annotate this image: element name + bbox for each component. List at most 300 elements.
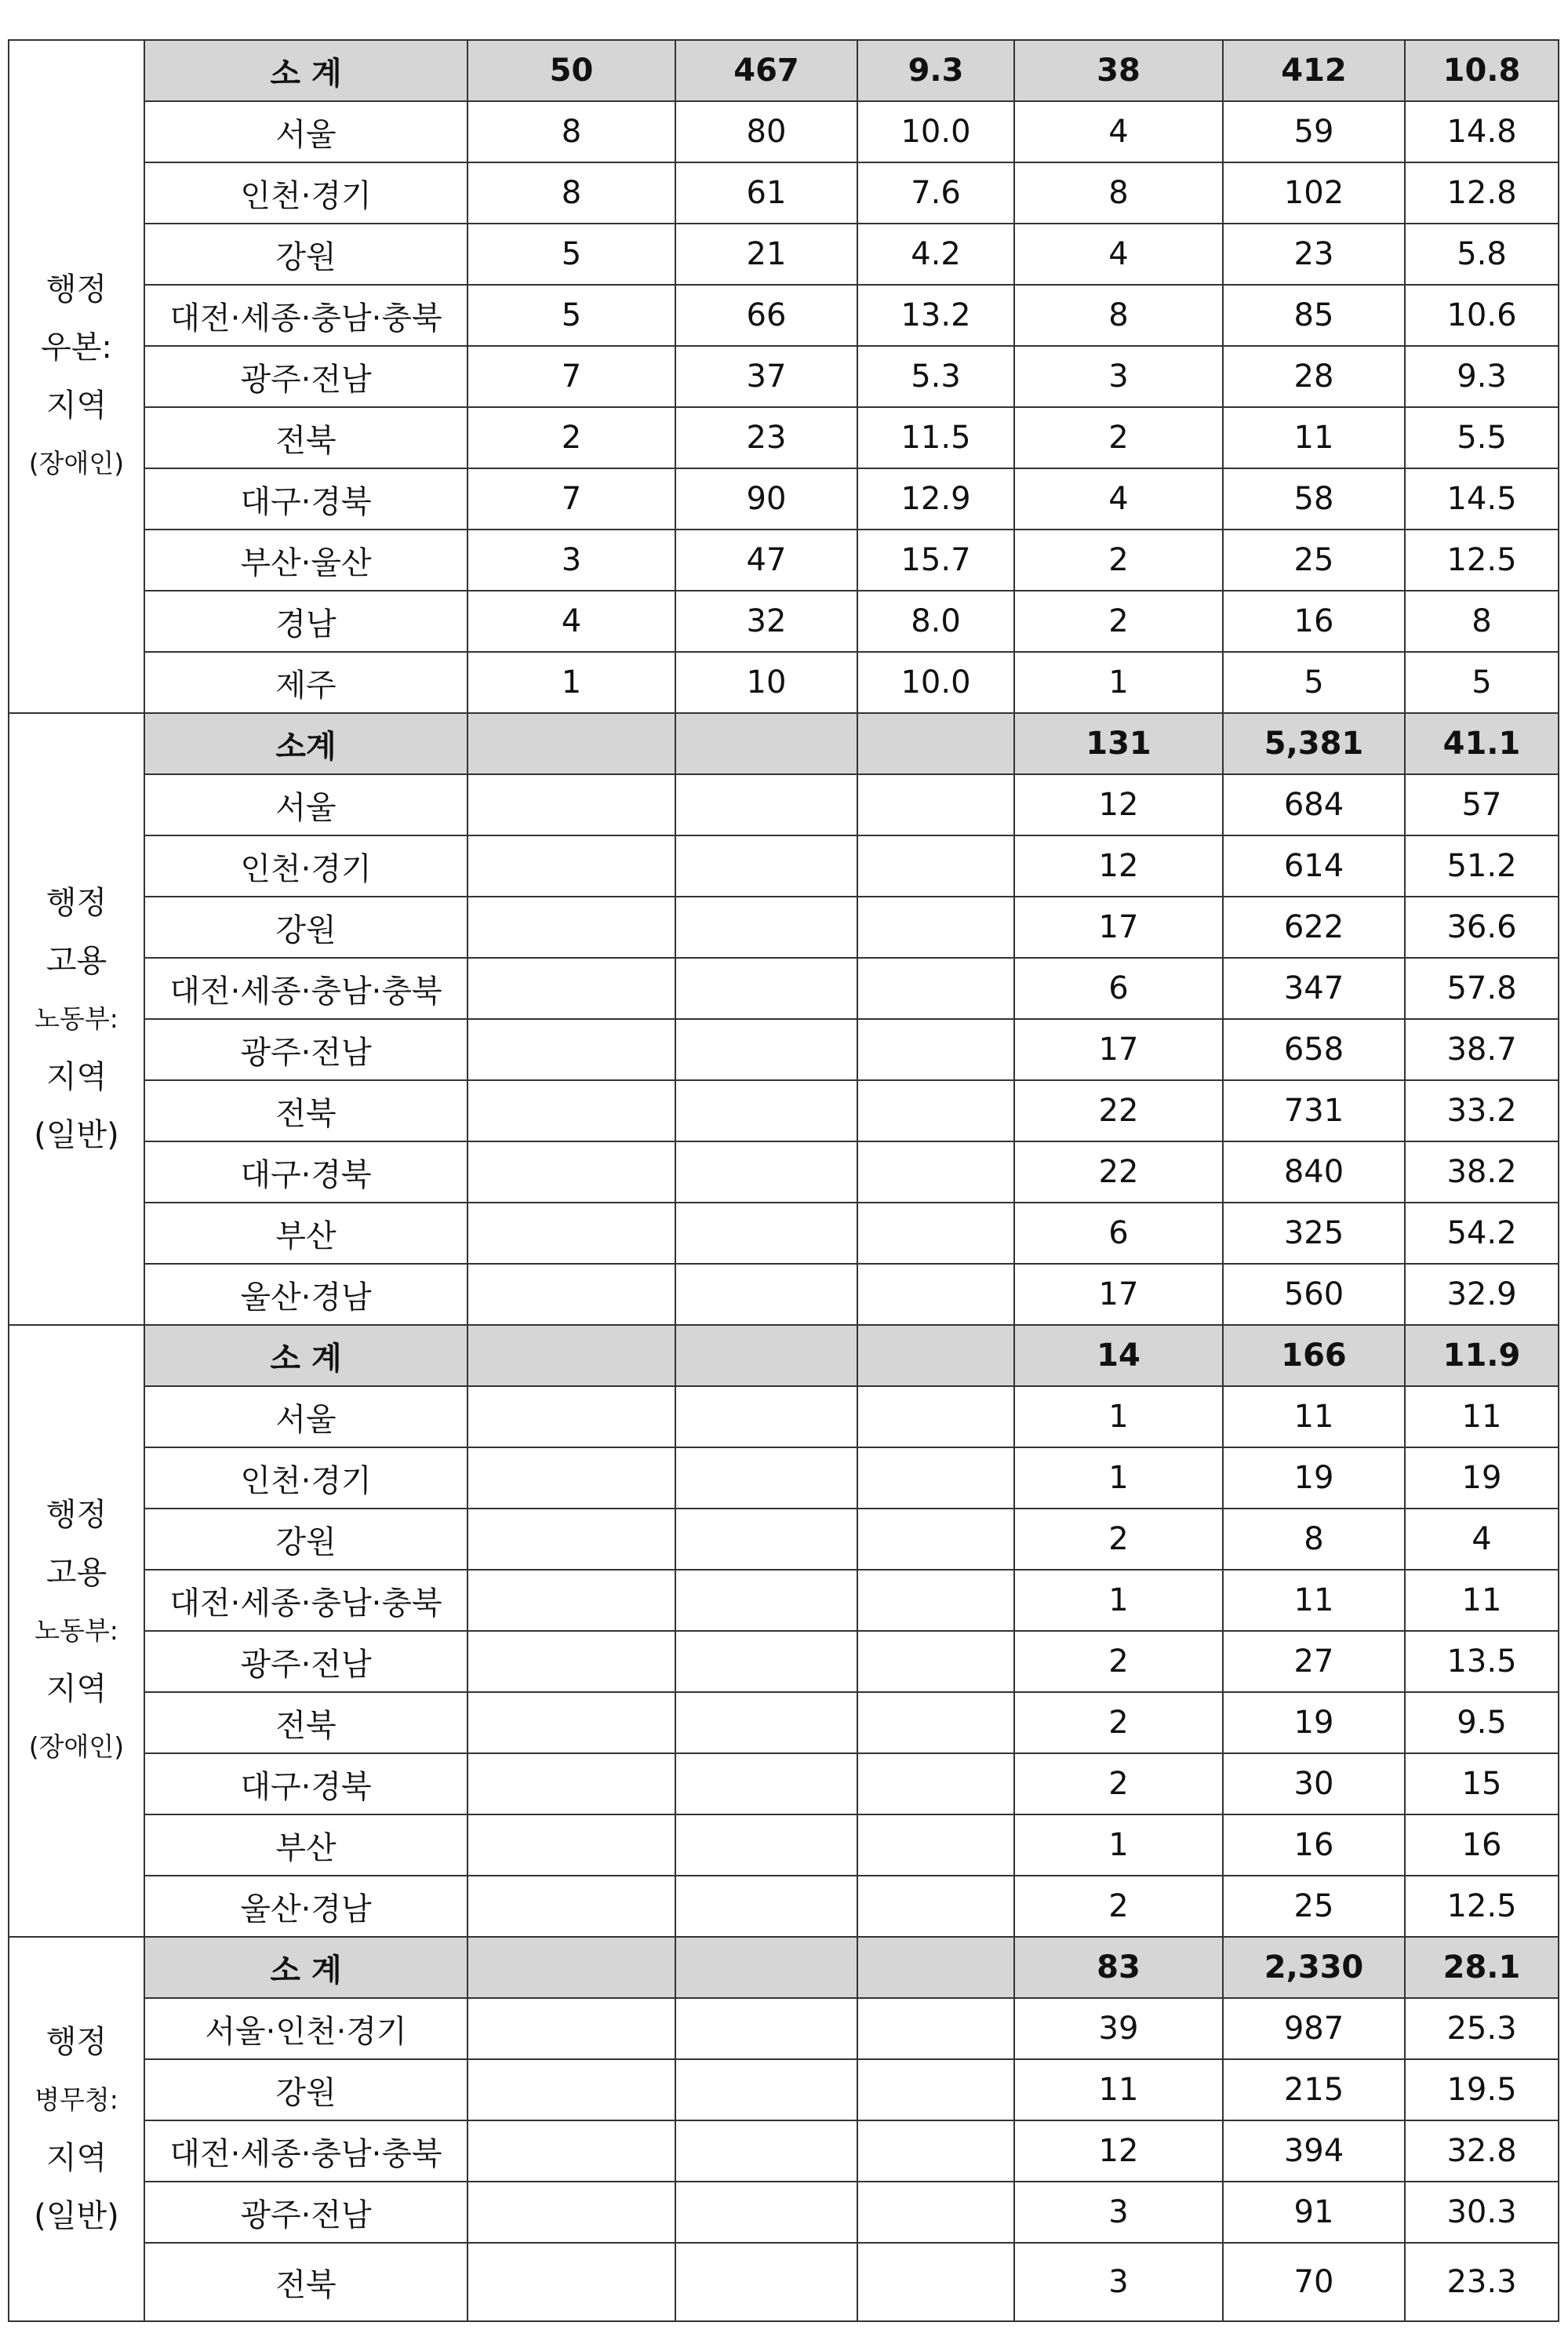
region-label: 인천·경기 (144, 162, 467, 224)
value-cell: 70 (1223, 2243, 1405, 2321)
group-header-line: (장애인) (28, 448, 125, 479)
value-cell: 11 (1223, 407, 1405, 468)
value-cell: 57 (1405, 774, 1559, 835)
value-cell (467, 1692, 675, 1753)
value-cell (675, 1570, 857, 1631)
value-cell: 6 (1014, 1203, 1223, 1264)
value-cell: 19 (1405, 1447, 1559, 1509)
value-cell: 38.2 (1405, 1141, 1559, 1203)
value-cell: 11 (1223, 1570, 1405, 1631)
value-cell: 8 (1014, 285, 1223, 346)
table-row (9, 1019, 1559, 1080)
value-cell: 4 (1405, 1509, 1559, 1570)
subtotal-cell: 166 (1223, 1325, 1405, 1386)
value-cell (467, 1753, 675, 1814)
value-cell (857, 1080, 1014, 1141)
group-header-line: 지역 (45, 1671, 107, 1707)
value-cell (467, 1264, 675, 1325)
subtotal-cell (857, 713, 1014, 774)
value-cell (467, 958, 675, 1019)
table-row (9, 1386, 1559, 1447)
value-cell (675, 1753, 857, 1814)
subtotal-label: 소계 (144, 713, 467, 774)
group-header (9, 40, 144, 713)
value-cell: 22 (1014, 1080, 1223, 1141)
value-cell (675, 958, 857, 1019)
value-cell: 17 (1014, 1019, 1223, 1080)
value-cell (467, 2120, 675, 2182)
value-cell: 4 (467, 591, 675, 652)
value-cell: 2 (1014, 1509, 1223, 1570)
value-cell: 85 (1223, 285, 1405, 346)
value-cell (675, 1264, 857, 1325)
value-cell: 19 (1223, 1447, 1405, 1509)
value-cell: 4 (1014, 468, 1223, 530)
value-cell: 33.2 (1405, 1080, 1559, 1141)
region-label: 전북 (144, 1080, 467, 1141)
region-label: 대전·세종·충남·충북 (144, 1570, 467, 1631)
value-cell (675, 2182, 857, 2243)
value-cell (675, 1814, 857, 1876)
table-row (9, 835, 1559, 897)
value-cell: 7 (467, 346, 675, 407)
table-row (9, 162, 1559, 224)
value-cell: 25 (1223, 530, 1405, 591)
table-row (9, 2120, 1559, 2182)
value-cell (467, 2243, 675, 2321)
value-cell: 12.8 (1405, 162, 1559, 224)
region-label: 대구·경북 (144, 1141, 467, 1203)
value-cell: 325 (1223, 1203, 1405, 1264)
value-cell (857, 774, 1014, 835)
value-cell (857, 1998, 1014, 2059)
region-label: 인천·경기 (144, 1447, 467, 1509)
value-cell: 3 (1014, 2182, 1223, 2243)
value-cell (675, 2059, 857, 2120)
value-cell: 23 (675, 407, 857, 468)
value-cell: 12.5 (1405, 1876, 1559, 1937)
value-cell: 80 (675, 101, 857, 162)
region-label: 전북 (144, 407, 467, 468)
subtotal-cell (467, 1325, 675, 1386)
subtotal-cell (675, 1937, 857, 1998)
region-label: 서울·인천·경기 (144, 1998, 467, 2059)
subtotal-label: 소 계 (144, 40, 467, 101)
subtotal-cell: 131 (1014, 713, 1223, 774)
table-row (9, 591, 1559, 652)
value-cell: 12.5 (1405, 530, 1559, 591)
region-label: 인천·경기 (144, 835, 467, 897)
table-row (9, 468, 1559, 530)
value-cell: 32.9 (1405, 1264, 1559, 1325)
value-cell (467, 1631, 675, 1692)
value-cell: 7.6 (857, 162, 1014, 224)
subtotal-label: 소 계 (144, 1325, 467, 1386)
value-cell: 13.5 (1405, 1631, 1559, 1692)
value-cell: 19 (1223, 1692, 1405, 1753)
value-cell: 10.0 (857, 101, 1014, 162)
value-cell: 5 (467, 285, 675, 346)
subtotal-row (9, 40, 1559, 101)
value-cell: 32 (675, 591, 857, 652)
group-header-line: 행정 (45, 1497, 107, 1533)
value-cell: 10 (675, 652, 857, 713)
value-cell (675, 1080, 857, 1141)
value-cell (675, 1876, 857, 1937)
value-cell: 37 (675, 346, 857, 407)
value-cell: 5.8 (1405, 224, 1559, 285)
value-cell: 91 (1223, 2182, 1405, 2243)
region-label: 서울 (144, 1386, 467, 1447)
value-cell: 8.0 (857, 591, 1014, 652)
table-row (9, 1080, 1559, 1141)
group-header-line: 행정 (45, 271, 107, 308)
value-cell: 23.3 (1405, 2243, 1559, 2321)
region-label: 광주·전남 (144, 1019, 467, 1080)
subtotal-row (9, 1937, 1559, 1998)
value-cell: 13.2 (857, 285, 1014, 346)
group-header-line: 지역 (45, 2140, 107, 2176)
region-label: 부산·울산 (144, 530, 467, 591)
value-cell (857, 1692, 1014, 1753)
value-cell (675, 1447, 857, 1509)
value-cell: 23 (1223, 224, 1405, 285)
value-cell: 7 (467, 468, 675, 530)
value-cell: 59 (1223, 101, 1405, 162)
value-cell (857, 1814, 1014, 1876)
subtotal-cell (857, 1937, 1014, 1998)
value-cell: 21 (675, 224, 857, 285)
value-cell (467, 1080, 675, 1141)
value-cell: 58 (1223, 468, 1405, 530)
value-cell: 2 (1014, 1631, 1223, 1692)
value-cell (857, 1447, 1014, 1509)
region-label: 전북 (144, 2243, 467, 2321)
value-cell (857, 1019, 1014, 1080)
value-cell: 3 (467, 530, 675, 591)
value-cell: 16 (1405, 1814, 1559, 1876)
subtotal-cell: 50 (467, 40, 675, 101)
table-body (9, 40, 1559, 2321)
value-cell: 12 (1014, 835, 1223, 897)
value-cell: 57.8 (1405, 958, 1559, 1019)
value-cell: 8 (1014, 162, 1223, 224)
value-cell: 1 (1014, 652, 1223, 713)
value-cell: 394 (1223, 2120, 1405, 2182)
value-cell: 2 (1014, 1692, 1223, 1753)
table-row (9, 958, 1559, 1019)
region-label: 대전·세종·충남·충북 (144, 958, 467, 1019)
subtotal-cell: 41.1 (1405, 713, 1559, 774)
value-cell: 8 (467, 101, 675, 162)
value-cell (857, 897, 1014, 958)
value-cell (675, 1692, 857, 1753)
value-cell: 11 (1405, 1570, 1559, 1631)
value-cell: 12.9 (857, 468, 1014, 530)
region-label: 대전·세종·충남·충북 (144, 2120, 467, 2182)
subtotal-cell: 412 (1223, 40, 1405, 101)
table-row (9, 1509, 1559, 1570)
subtotal-cell (675, 1325, 857, 1386)
group-header-line: 우본: (41, 329, 112, 366)
value-cell (467, 897, 675, 958)
region-label: 부산 (144, 1203, 467, 1264)
table-row (9, 530, 1559, 591)
value-cell: 66 (675, 285, 857, 346)
value-cell: 17 (1014, 1264, 1223, 1325)
value-cell: 2 (467, 407, 675, 468)
value-cell: 9.3 (1405, 346, 1559, 407)
value-cell (467, 1509, 675, 1570)
value-cell: 8 (467, 162, 675, 224)
value-cell: 5.5 (1405, 407, 1559, 468)
value-cell (857, 1876, 1014, 1937)
group-header-line: 지역 (45, 1059, 107, 1095)
region-label: 대구·경북 (144, 1753, 467, 1814)
subtotal-cell (467, 1937, 675, 1998)
value-cell: 15 (1405, 1753, 1559, 1814)
table-row (9, 2182, 1559, 2243)
subtotal-cell (675, 713, 857, 774)
value-cell: 2 (1014, 1753, 1223, 1814)
value-cell: 3 (1014, 346, 1223, 407)
region-label: 울산·경남 (144, 1876, 467, 1937)
subtotal-cell: 2,330 (1223, 1937, 1405, 1998)
table-row (9, 407, 1559, 468)
region-label: 경남 (144, 591, 467, 652)
table-row (9, 652, 1559, 713)
value-cell (467, 1998, 675, 2059)
value-cell (675, 1386, 857, 1447)
value-cell (857, 2059, 1014, 2120)
value-cell: 12 (1014, 2120, 1223, 2182)
value-cell: 25 (1223, 1876, 1405, 1937)
table-row (9, 2243, 1559, 2321)
table-row (9, 1264, 1559, 1325)
group-header (9, 1937, 144, 2321)
value-cell: 10.0 (857, 652, 1014, 713)
region-label: 대전·세종·충남·충북 (144, 285, 467, 346)
value-cell (857, 2182, 1014, 2243)
table-row (9, 1570, 1559, 1631)
value-cell: 51.2 (1405, 835, 1559, 897)
value-cell (467, 1570, 675, 1631)
value-cell: 12 (1014, 774, 1223, 835)
value-cell (467, 1876, 675, 1937)
value-cell (857, 1386, 1014, 1447)
subtotal-cell: 9.3 (857, 40, 1014, 101)
table-row (9, 1447, 1559, 1509)
value-cell: 102 (1223, 162, 1405, 224)
value-cell (675, 1509, 857, 1570)
value-cell: 9.5 (1405, 1692, 1559, 1753)
value-cell: 27 (1223, 1631, 1405, 1692)
value-cell: 347 (1223, 958, 1405, 1019)
value-cell (857, 1203, 1014, 1264)
value-cell: 215 (1223, 2059, 1405, 2120)
region-label: 서울 (144, 774, 467, 835)
value-cell: 614 (1223, 835, 1405, 897)
value-cell: 1 (1014, 1386, 1223, 1447)
subtotal-cell: 11.9 (1405, 1325, 1559, 1386)
value-cell: 22 (1014, 1141, 1223, 1203)
group-header (9, 1325, 144, 1937)
table-row (9, 2059, 1559, 2120)
value-cell: 11 (1014, 2059, 1223, 2120)
value-cell: 19.5 (1405, 2059, 1559, 2120)
value-cell: 8 (1223, 1509, 1405, 1570)
value-cell (857, 1264, 1014, 1325)
value-cell: 36.6 (1405, 897, 1559, 958)
value-cell: 2 (1014, 591, 1223, 652)
value-cell: 8 (1405, 591, 1559, 652)
region-label: 대구·경북 (144, 468, 467, 530)
value-cell (857, 2243, 1014, 2321)
region-label: 강원 (144, 2059, 467, 2120)
value-cell: 54.2 (1405, 1203, 1559, 1264)
value-cell (467, 1203, 675, 1264)
value-cell: 30.3 (1405, 2182, 1559, 2243)
subtotal-cell: 10.8 (1405, 40, 1559, 101)
value-cell: 90 (675, 468, 857, 530)
value-cell: 731 (1223, 1080, 1405, 1141)
table-row (9, 1753, 1559, 1814)
group-header-line: (장애인) (28, 1731, 125, 1762)
group-header-line: 병무청: (35, 2084, 118, 2115)
value-cell (467, 2182, 675, 2243)
value-cell: 38.7 (1405, 1019, 1559, 1080)
value-cell (675, 897, 857, 958)
subtotal-cell: 14 (1014, 1325, 1223, 1386)
region-label: 강원 (144, 1509, 467, 1570)
value-cell: 658 (1223, 1019, 1405, 1080)
statistics-document (8, 39, 1559, 2322)
subtotal-cell: 467 (675, 40, 857, 101)
table-row (9, 285, 1559, 346)
group-header-line: 지역 (45, 388, 107, 424)
table-row (9, 774, 1559, 835)
statistics-table (8, 39, 1559, 2322)
region-label: 부산 (144, 1814, 467, 1876)
value-cell: 684 (1223, 774, 1405, 835)
region-label: 서울 (144, 101, 467, 162)
value-cell: 1 (1014, 1447, 1223, 1509)
table-row (9, 1692, 1559, 1753)
value-cell: 2 (1014, 1876, 1223, 1937)
region-label: 전북 (144, 1692, 467, 1753)
value-cell (675, 1631, 857, 1692)
value-cell: 61 (675, 162, 857, 224)
group-header-line: 노동부: (35, 1003, 118, 1034)
region-label: 광주·전남 (144, 2182, 467, 2243)
table-row (9, 1141, 1559, 1203)
value-cell (467, 2059, 675, 2120)
value-cell: 987 (1223, 1998, 1405, 2059)
subtotal-row (9, 1325, 1559, 1386)
table-row (9, 346, 1559, 407)
table-row (9, 1631, 1559, 1692)
region-label: 제주 (144, 652, 467, 713)
subtotal-cell: 28.1 (1405, 1937, 1559, 1998)
table-row (9, 224, 1559, 285)
value-cell (857, 1631, 1014, 1692)
value-cell (467, 1814, 675, 1876)
table-row (9, 897, 1559, 958)
value-cell (467, 774, 675, 835)
value-cell (467, 1141, 675, 1203)
value-cell (857, 1753, 1014, 1814)
value-cell: 11 (1223, 1386, 1405, 1447)
region-label: 강원 (144, 224, 467, 285)
value-cell (467, 835, 675, 897)
group-header-line: 고용 (45, 1555, 107, 1591)
table-row (9, 1203, 1559, 1264)
table-row (9, 1814, 1559, 1876)
value-cell: 47 (675, 530, 857, 591)
value-cell (857, 2120, 1014, 2182)
value-cell (857, 1570, 1014, 1631)
value-cell (467, 1019, 675, 1080)
group-header (9, 713, 144, 1325)
value-cell (857, 958, 1014, 1019)
value-cell: 2 (1014, 530, 1223, 591)
group-header-line: 행정 (45, 885, 107, 921)
value-cell: 16 (1223, 1814, 1405, 1876)
value-cell: 16 (1223, 591, 1405, 652)
value-cell: 14.5 (1405, 468, 1559, 530)
table-row (9, 1876, 1559, 1937)
group-header-line: (일반) (34, 2198, 119, 2234)
value-cell (675, 1203, 857, 1264)
value-cell: 5 (1405, 652, 1559, 713)
value-cell: 5 (1223, 652, 1405, 713)
value-cell (467, 1447, 675, 1509)
value-cell: 28 (1223, 346, 1405, 407)
subtotal-cell: 83 (1014, 1937, 1223, 1998)
value-cell: 30 (1223, 1753, 1405, 1814)
value-cell: 840 (1223, 1141, 1405, 1203)
value-cell: 10.6 (1405, 285, 1559, 346)
subtotal-cell: 38 (1014, 40, 1223, 101)
value-cell: 4 (1014, 101, 1223, 162)
value-cell: 5 (467, 224, 675, 285)
subtotal-row (9, 713, 1559, 774)
value-cell: 25.3 (1405, 1998, 1559, 2059)
value-cell: 11.5 (857, 407, 1014, 468)
table-row (9, 101, 1559, 162)
group-header-line: 고용 (45, 943, 107, 979)
group-header-line: (일반) (34, 1117, 119, 1153)
table-row (9, 1998, 1559, 2059)
subtotal-label: 소 계 (144, 1937, 467, 1998)
value-cell: 32.8 (1405, 2120, 1559, 2182)
region-label: 울산·경남 (144, 1264, 467, 1325)
value-cell (857, 835, 1014, 897)
value-cell (675, 2243, 857, 2321)
value-cell (857, 1509, 1014, 1570)
value-cell (675, 1141, 857, 1203)
value-cell: 39 (1014, 1998, 1223, 2059)
value-cell: 5.3 (857, 346, 1014, 407)
value-cell: 6 (1014, 958, 1223, 1019)
value-cell: 560 (1223, 1264, 1405, 1325)
value-cell (857, 1141, 1014, 1203)
value-cell: 622 (1223, 897, 1405, 958)
subtotal-cell (857, 1325, 1014, 1386)
value-cell: 17 (1014, 897, 1223, 958)
value-cell (675, 774, 857, 835)
value-cell: 1 (467, 652, 675, 713)
